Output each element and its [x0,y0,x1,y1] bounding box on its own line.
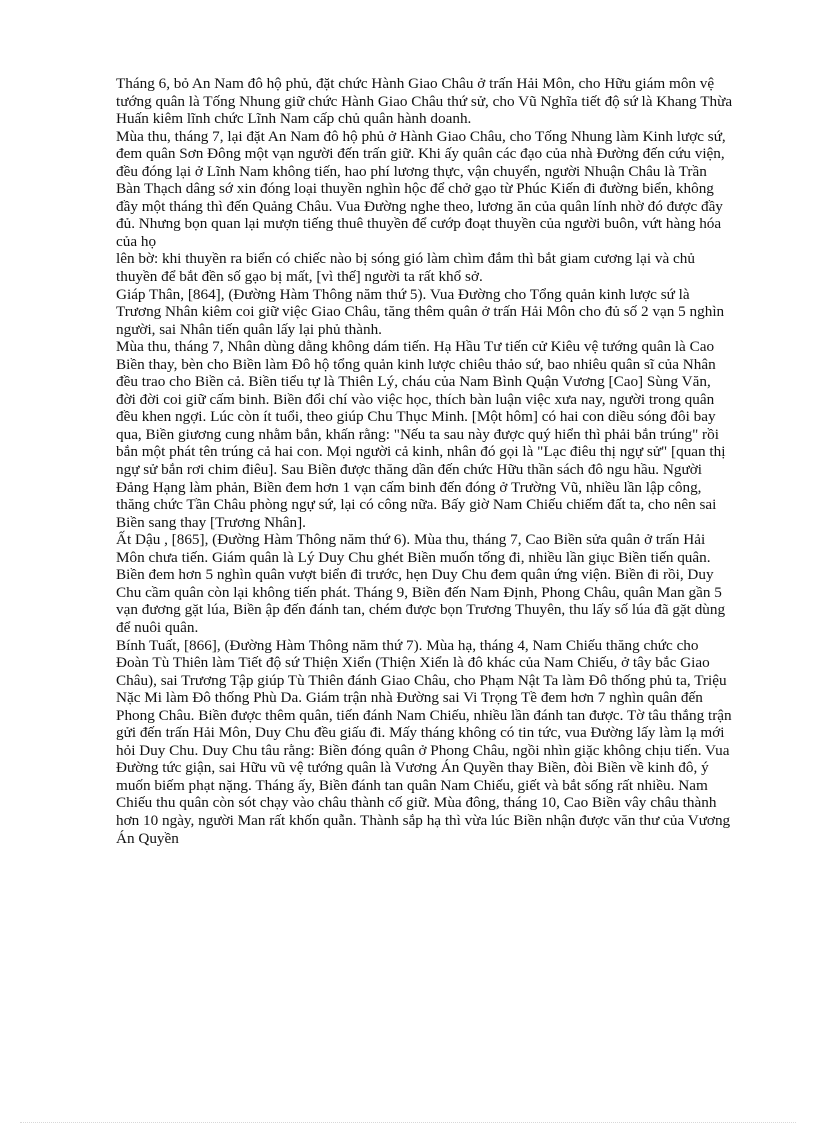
paragraph-4: Giáp Thân, [864], (Đường Hàm Thông năm thứ 5). Vua Đường cho Tổng quản kinh lược sứ là Trương Nhân kiêm coi giữ việc Giao Châu, tăng thêm quân ở trấn Hải Môn cho đủ số 2 vạn 5 nghìn người, sai Nhân tiến quân lấy lại phủ thành. [116,285,725,338]
paragraph-6: Ất Dậu , [865], (Đường Hàm Thông năm thứ 6). Mùa thu, tháng 7, Cao Biền sửa quân ở trấn Hải Môn chưa tiến. Giám quân là Lý Duy Chu ghét Biền muốn tống đi, nhiều lần giục Biền tiến quân. Biền đem hơn 5 nghìn quân vượt biển đi trước, hẹn Duy Chu đem quân ứng viện. Biền đi rồi, Duy Chu cầm quân còn lại không tiến phát. Tháng 9, Biền đến Nam Định, Phong Châu, quân Man gần 5 vạn đương gặt lúa, Biền ập đến đánh tan, chém được bọn Trương Thuyên, thu lấy số lúa đã gặt dùng để nuôi quân. [116,531,726,636]
paragraph-7: Bính Tuất, [866], (Đường Hàm Thông năm thứ 7). Mùa hạ, tháng 4, Nam Chiếu thăng chức cho Đoàn Tù Thiên làm Tiết độ sứ Thiện Xiển (Thiện Xiển là đô khác của Nam Chiếu, ở tây bắc Giao Châu), sai Trương Tập giúp Tù Thiên đánh Giao Châu, cho Phạm Nật Ta làm Đô thống phủ ta, Triệu Nặc Mi làm Đô thống Phù Da. Giám trận nhà Đường sai Vi Trọng Tề đem hơn 7 nghìn quân đến Phong Châu. Biền được thêm quân, tiến đánh Nam Chiếu, nhiều lần đánh tan được. Tờ tâu thắng trận gửi đến trấn Hải Môn, Duy Chu đều giấu đi. Mấy tháng không có tin tức, vua Đường lấy làm lạ mới hỏi Duy Chu. Duy Chu tâu rằng: Biền đóng quân ở Phong Châu, ngồi nhìn giặc không chịu tiến. Vua Đường tức giận, sai Hữu vũ vệ tướng quân là Vương Án Quyền thay Biền, đòi Biền về kinh đô, ý muốn biếm phạt nặng. Tháng ấy, Biền đánh tan quân Nam Chiếu, giết và bắt sống rất nhiều. Nam Chiếu thu quân còn sót chạy vào châu thành cố giữ. Mùa đông, tháng 10, Cao Biền vây châu thành hơn 10 ngày, người Man rất khốn quẫn. Thành sắp hạ thì vừa lúc Biền nhận được văn thư của Vương Án Quyền [116,636,732,847]
paragraph-1: Tháng 6, bỏ An Nam đô hộ phủ, đặt chức Hành Giao Châu ở trấn Hải Môn, cho Hữu giám môn vệ tướng quân là Tống Nhung giữ chức Hành Giao Châu thứ sử, cho Vũ Nghĩa tiết độ sứ là Khang Thừa Huấn kiêm lĩnh chức Lĩnh Nam cấp chủ quân hành doanh. [116,75,733,128]
document-body [116,75,734,847]
paragraph-3: lên bờ: khi thuyền ra biển có chiếc nào bị sóng gió làm chìm đắm thì bắt giam cương lại và chủ thuyền để bắt đền số gạo bị mất, [vì thế] người ta rất khổ sở. [116,250,695,286]
paragraph-2: Mùa thu, tháng 7, lại đặt An Nam đô hộ phủ ở Hành Giao Châu, cho Tống Nhung làm Kinh lược sứ, đem quân Sơn Đông một vạn người đến trấn giữ. Khi ấy quân các đạo của nhà Đường đến cứu viện, đều đóng lại ở Lĩnh Nam không tiến, hao phí lương thực, vận chuyển, người Nhuận Châu là Trần Bàn Thạch dâng sớ xin đóng loại thuyền nghìn hộc để chở gạo từ Phúc Kiến đi đường biển, không đầy một tháng thì đến Quảng Châu. Vua Đường nghe theo, lương ăn của quân lính nhờ đó được đầy đủ. Nhưng bọn quan lại mượn tiếng thuê thuyền để cướp đoạt thuyền của người buôn, vứt hàng hóa của họ [116,127,726,250]
paragraph-5: Mùa thu, tháng 7, Nhân dùng dằng không dám tiến. Hạ Hầu Tư tiến cử Kiêu vệ tướng quân là Cao Biền thay, bèn cho Biền làm Đô hộ tổng quản kinh lược chiêu thảo sứ, bao nhiêu quân sĩ của Nhân đều trao cho Biền cả. Biền tiểu tự là Thiên Lý, cháu của Nam Bình Quận Vương [Cao] Sùng Văn, đời đời coi giữ cấm binh. Biền đổi chí vào việc học, thích bàn luận việc xưa nay, người trong quân đều khen ngợi. Lúc còn ít tuổi, theo giúp Chu Thục Minh. [Một hôm] có hai con diều sóng đôi bay qua, Biền giương cung nhằm bắn, khấn rằng: "Nếu ta sau này được quý hiển thì phải bắn trúng" rồi bắn một phát tên trúng cả hai con. Mọi người cả kinh, nhân đó gọi là "Lạc điêu thị ngự sử" [quan thị ngự sử bắn rơi chim điêu]. Sau Biền được thăng dần đến chức Hữu thần sách đô ngu hầu. Người Đảng Hạng làm phản, Biền đem hơn 1 vạn cấm binh đến đóng ở Trường Vũ, nhiều lần lập công, thăng chức Tần Châu phòng ngự sứ, lại có công nữa. Bấy giờ Nam Chiếu chiếm đất ta, cho nên sai Biền sang thay [Trương Nhân]. [116,338,726,531]
